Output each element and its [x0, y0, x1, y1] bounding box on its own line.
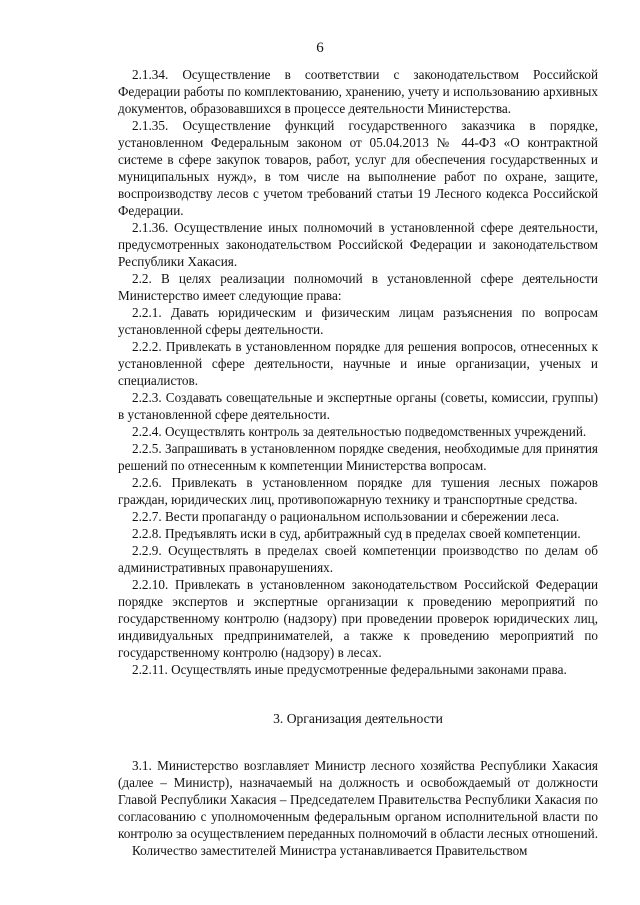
paragraph-2-2-3: 2.2.3. Создавать совещательные и экспертные органы (советы, комиссии, группы) в установленной сфере деятельности.	[118, 390, 598, 422]
paragraph-2-2-2: 2.2.2. Привлекать в установленном порядке для решения вопросов, отнесенных к установленной сфере деятельности, научные и иные организации, ученых и специалистов.	[118, 339, 598, 388]
paragraph-2-2-10: 2.2.10. Привлекать в установленном законодательством Российской Федерации порядке экспертов и экспертные организации к проведению мероприятий по государственному контролю (надзору) при проведении проверок юридических лиц, индивидуальных предпринимателей, а также к проведению мероприятий по государственному контролю (надзору) в лесах.	[118, 577, 598, 660]
page-number: 6	[316, 40, 324, 56]
paragraph-2-2-5: 2.2.5. Запрашивать в установленном порядке сведения, необходимые для принятия решений по отнесенным к компетенции Министерства вопросам.	[118, 441, 598, 473]
document-body	[118, 66, 598, 859]
section-heading: 3. Организация деятельности	[273, 711, 443, 726]
paragraph-3-1: 3.1. Министерство возглавляет Министр лесного хозяйства Республики Хакасия (далее – Министр), назначаемый на должность и освобождаемый от должности Главой Республики Хакасия – Председателем Правительства Республики Хакасия по согласованию с уполномоченным федеральным органом исполнительной власти по контролю за осуществлением переданных полномочий в области лесных отношений.	[118, 758, 599, 841]
paragraph-2-2-1: 2.2.1. Давать юридическим и физическим лицам разъяснения по вопросам установленной сферы деятельности.	[118, 305, 598, 337]
paragraph-2-2-9: 2.2.9. Осуществлять в пределах своей компетенции производство по делам об административных правонарушениях.	[118, 543, 598, 575]
paragraph-2-2-4: 2.2.4. Осуществлять контроль за деятельностью подведомственных учреждений.	[132, 424, 587, 439]
paragraph-2-2-7: 2.2.7. Вести пропаганду о рациональном использовании и сбережении леса.	[132, 509, 560, 524]
paragraph-2-1-35: 2.1.35. Осуществление функций государственного заказчика в порядке, установленном Федеральным законом от 05.04.2013 № 44-ФЗ «О контрактной системе в сфере закупок товаров, работ, услуг для обеспечения государственных и муниципальных нужд», в том числе на выполнение работ по охране, защите, воспроизводству лесов с учетом требований статьи 19 Лесного кодекса Российской Федерации.	[118, 118, 598, 218]
paragraph-2-2-11: 2.2.11. Осуществлять иные предусмотренные федеральными законами права.	[132, 662, 567, 677]
paragraph-2-2: 2.2. В целях реализации полномочий в установленной сфере деятельности Министерство имеет следующие права:	[118, 271, 598, 303]
paragraph-2-2-8: 2.2.8. Предъявлять иски в суд, арбитражный суд в пределах своей компетенции.	[132, 526, 581, 541]
paragraph-2-2-6: 2.2.6. Привлекать в установленном порядке для тушения лесных пожаров граждан, юридических лиц, противопожарную технику и транспортные средства.	[118, 475, 598, 507]
paragraph-2-1-36: 2.1.36. Осуществление иных полномочий в установленной сфере деятельности, предусмотренных законодательством Российской Федерации и законодательством Республики Хакасия.	[118, 220, 598, 269]
paragraph-deputies: Количество заместителей Министра устанавливается Правительством	[132, 843, 528, 858]
paragraph-2-1-34: 2.1.34. Осуществление в соответствии с законодательством Российской Федерации работы по комплектованию, хранению, учету и использованию архивных документов, образовавшихся в процессе деятельности Министерства.	[118, 67, 598, 116]
